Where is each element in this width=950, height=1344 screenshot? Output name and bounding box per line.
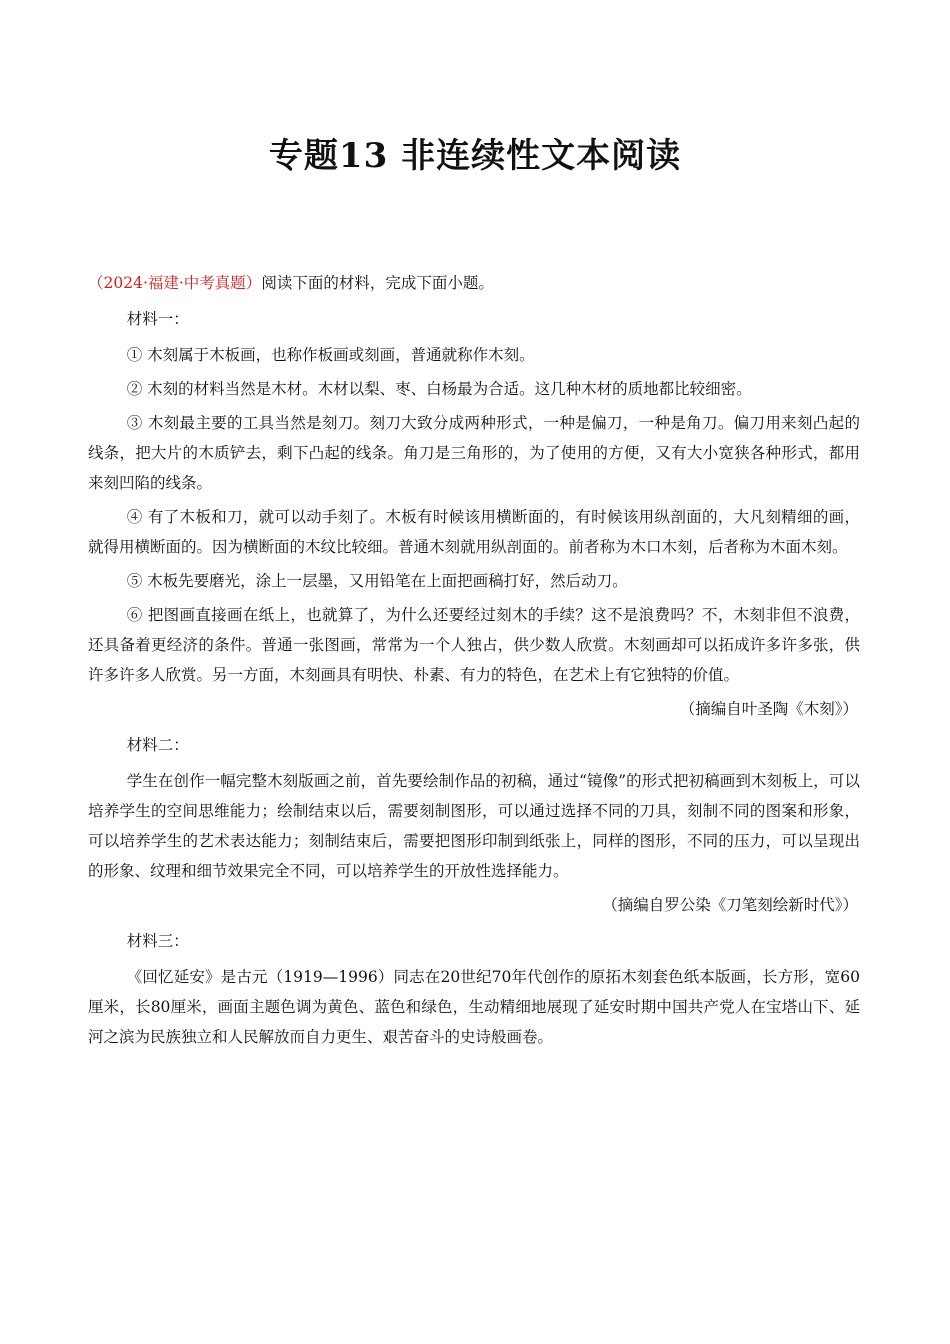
question-intro (88, 268, 860, 298)
material-3-paragraph: 《回忆延安》是古元（1919—1996）同志在20世纪70年代创作的原拓木刻套色纸本版画，长方形，宽60厘米，长80厘米，画面主题色调为黄色、蓝色和绿色，生动精细地展现了延安时期中国共产党人在宝塔山下、延河之滨为民族独立和人民解放而自力更生、艰苦奋斗的史诗般画卷。 (88, 968, 860, 1046)
exam-source-tag: （2024·福建·中考真题） (88, 274, 262, 292)
instruction-text: 阅读下面的材料，完成下面小题。 (261, 274, 494, 292)
material-1-attribution: （摘编自叶圣陶《木刻》） (679, 700, 858, 718)
material-1-paragraph-3: ③ 木刻最主要的工具当然是刻刀。刻刀大致分成两种形式，一种是偏刀，一种是角刀。偏刀用来刻凸起的线条，把大片的木质铲去，剩下凸起的线条。角刀是三角形的，为了使用的方便，又有大小宽狭各种形式，都用来刻凹陷的线条。 (88, 414, 860, 492)
material-1-paragraph-2: ② 木刻的材料当然是木材。木材以梨、枣、白杨最为合适。这几种木材的质地都比较细密。 (126, 380, 752, 398)
material-1-paragraph-4: ④ 有了木板和刀，就可以动手刻了。木板有时候该用横断面的，有时候该用纵剖面的，大凡刻精细的画，就得用横断面的。因为横断面的木纹比较细。普通木刻就用纵剖面的。前者称为木口木刻，后者称为木面木刻。 (88, 508, 860, 556)
material-2-attribution: （摘编自罗公染《刀笔刻绘新时代》） (602, 896, 858, 914)
material-1-label: 材料一： (126, 310, 189, 328)
material-3-label: 材料三： (126, 932, 189, 950)
material-1-paragraph-5: ⑤ 木板先要磨光，涂上一层墨，又用铅笔在上面把画稿打好，然后动刀。 (126, 572, 628, 590)
document-body (88, 268, 860, 1056)
material-1-paragraph-6: ⑥ 把图画直接画在纸上，也就算了，为什么还要经过刻木的手续？这不是浪费吗？不，木刻非但不浪费，还具备着更经济的条件。普通一张图画，常常为一个人独占，供少数人欣赏。木刻画却可以拓成许多许多张，供许多许多人欣赏。另一方面，木刻画具有明快、朴素、有力的特色，在艺术上有它独特的价值。 (88, 606, 860, 684)
material-1-paragraph-1: ① 木刻属于木板画，也称作板画或刻画，普通就称作木刻。 (126, 346, 535, 364)
material-2-paragraph: 学生在创作一幅完整木刻版画之前，首先要绘制作品的初稿，通过“镜像”的形式把初稿画到木刻板上，可以培养学生的空间思维能力；绘制结束以后，需要刻制图形，可以通过选择不同的刀具，刻制不同的图案和形象，可以培养学生的艺术表达能力；刻制结束后，需要把图形印制到纸张上，同样的图形，不同的压力，可以呈现出的形象、纹理和细节效果完全不同，可以培养学生的开放性选择能力。 (88, 772, 860, 880)
material-2-label: 材料二： (126, 736, 189, 754)
page-title: 专题13 非连续性文本阅读 (268, 136, 682, 176)
